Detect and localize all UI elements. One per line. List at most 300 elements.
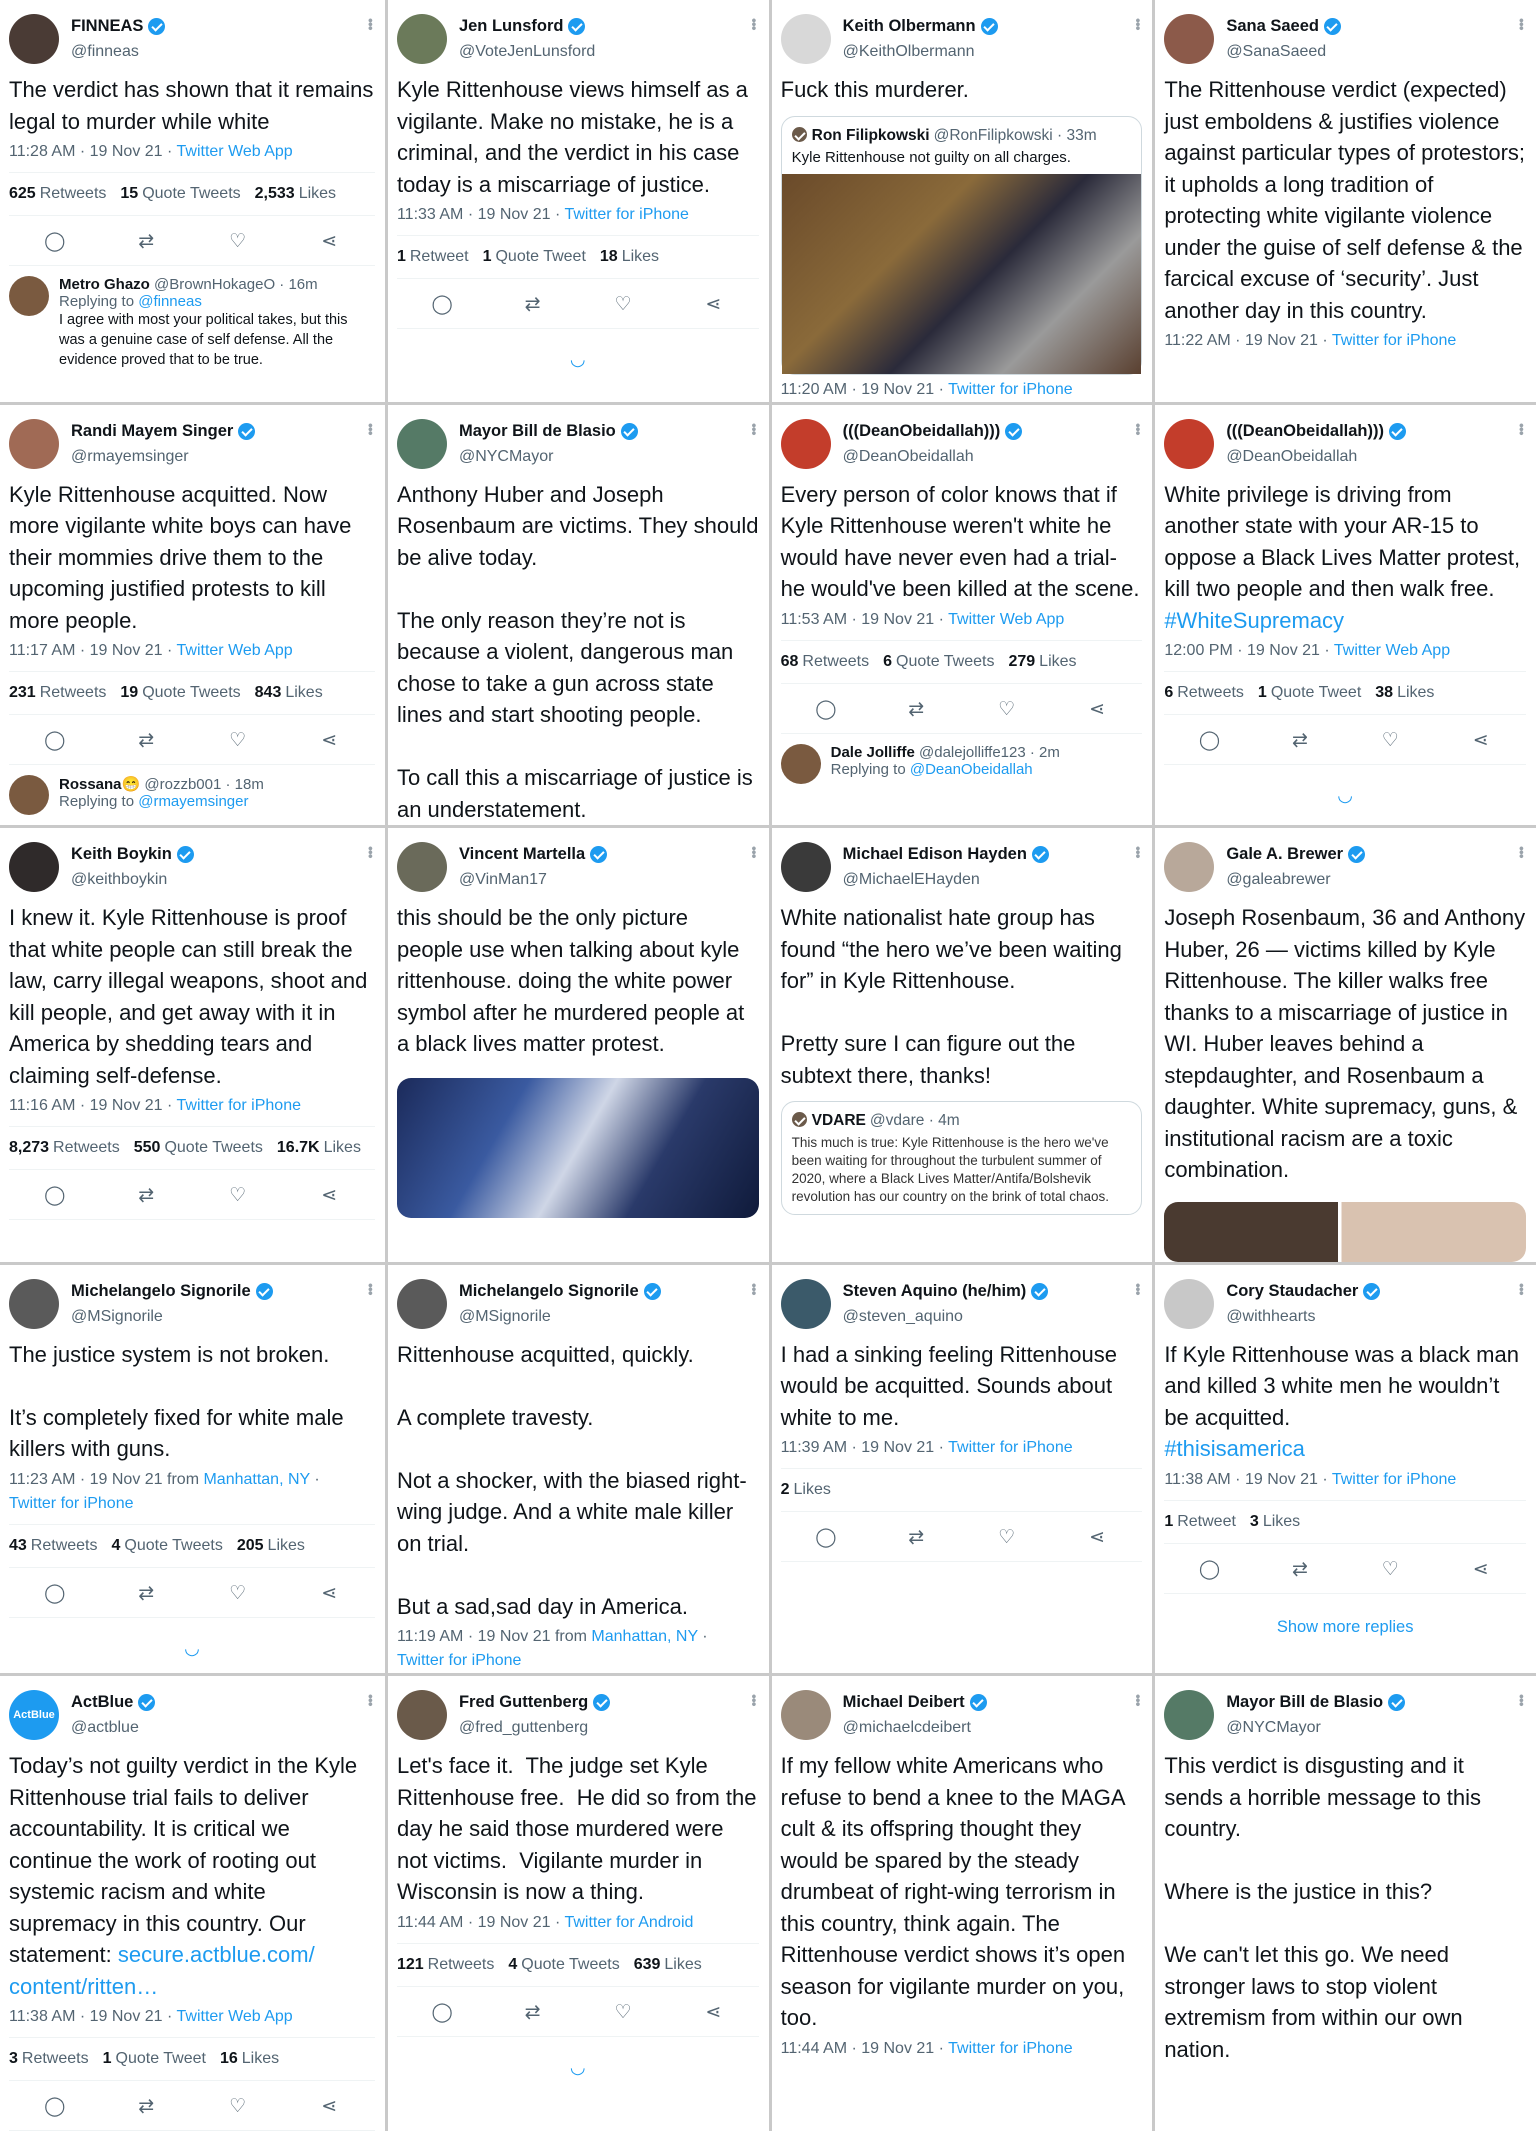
quote-count[interactable]: 550 Quote Tweets (133, 1139, 263, 1156)
handle[interactable]: @NYCMayor (458, 447, 554, 465)
avatar[interactable] (9, 1690, 59, 1740)
reply-icon[interactable]: ◯ (1198, 730, 1221, 751)
retweet-count[interactable]: 121 Retweets (396, 1955, 495, 1973)
share-icon[interactable]: ⋖ (705, 2001, 722, 2023)
time: 11:19 AM · 19 Nov 21 from (396, 1628, 592, 1645)
source-link[interactable]: Twitter for iPhone (1331, 1470, 1457, 1488)
verified-badge-icon (1389, 423, 1406, 440)
like-count[interactable]: 18 Likes (599, 248, 660, 265)
quote-count[interactable]: 15 Quote Tweets (120, 185, 241, 202)
display-name-row[interactable] (1226, 419, 1406, 444)
display-name: Michelangelo Signorile (71, 1281, 251, 1300)
like-count[interactable]: 843 Likes (254, 684, 323, 701)
like-count[interactable]: 38 Likes (1375, 684, 1435, 701)
reply-avatar[interactable] (9, 276, 49, 316)
reply-icon[interactable]: ◯ (44, 231, 66, 252)
statement-link[interactable]: secure.actblue.com/ content/ritten… (9, 1942, 315, 1999)
tweet-card (772, 1265, 1153, 1674)
source-link[interactable]: Twitter for Android (564, 1913, 694, 1931)
hashtag-link[interactable]: #WhiteSupremacy (1164, 607, 1345, 633)
reply-icon[interactable]: ◯ (44, 2096, 66, 2117)
verified-badge-icon (621, 423, 638, 440)
tweet-timestamp (1164, 639, 1526, 663)
tweet-body: The justice system is not broken. It’s completely fixed for white male killers with guns. (9, 1341, 344, 1461)
handle[interactable]: @rmayemsinger (71, 447, 189, 465)
quoted-tweet[interactable] (781, 116, 1143, 375)
display-name-row[interactable] (459, 842, 607, 867)
like-count[interactable]: 2 Likes (780, 1481, 831, 1498)
display-name: Keith Boykin (71, 845, 172, 863)
time: 11:38 AM · 19 Nov 21 · (1164, 1470, 1332, 1488)
avatar[interactable] (397, 1279, 447, 1329)
engagement-stats (397, 235, 759, 279)
retweet-count[interactable]: 43 Retweets (9, 1536, 98, 1554)
share-icon[interactable]: ⋖ (321, 2096, 338, 2117)
tweet-text (781, 74, 1143, 106)
share-icon[interactable]: ⋖ (1089, 1527, 1106, 1548)
tweet-body: Today’s not guilty verdict in the Kyle Rittenhouse trial fails to deliver accountability. It is critical we continue the work of rooting out systemic racism and white supremacy in this country. Our statement: (9, 1753, 364, 1967)
tweet-text (397, 479, 759, 826)
more-options-icon[interactable]: ••• (746, 1282, 763, 1295)
avatar[interactable] (397, 419, 447, 469)
tweet-text (9, 1339, 375, 1465)
quote-count[interactable]: 4 Quote Tweets (111, 1536, 223, 1554)
more-options-icon[interactable]: ••• (362, 1694, 379, 1706)
like-count[interactable]: 639 Likes (633, 1955, 702, 1973)
verified-badge-icon (1363, 1283, 1380, 1300)
handle[interactable]: @MSignorile (71, 1307, 163, 1325)
time: 11:39 AM · 19 Nov 21 · (780, 1439, 949, 1456)
more-options-icon[interactable]: ••• (362, 846, 379, 858)
replying-to-link[interactable]: @finneas (138, 293, 202, 310)
tweet-text (781, 1750, 1143, 2034)
time: 12:00 PM · 19 Nov 21 · (1164, 642, 1334, 659)
hashtag-link[interactable]: #thisisamerica (1164, 1436, 1305, 1461)
tweet-text (781, 479, 1143, 605)
quoted-tweet[interactable] (781, 1101, 1143, 1215)
avatar[interactable] (397, 842, 447, 892)
reply-handle: @BrownHokageO · 16m (154, 276, 318, 293)
replying-to: Replying to @DeanObeidallah (830, 760, 1033, 778)
tweet-text (1164, 479, 1526, 637)
reply-icon[interactable]: ◯ (1198, 1558, 1221, 1580)
replying-to-link[interactable]: @rmayemsinger (138, 793, 249, 810)
tweet-card (0, 0, 385, 402)
like-icon[interactable]: ♡ (614, 294, 632, 315)
avatar[interactable] (397, 1690, 447, 1740)
tweet-timestamp (1164, 329, 1526, 353)
tweet-timestamp (9, 2005, 375, 2029)
like-icon[interactable]: ♡ (229, 1185, 247, 1206)
display-name-row[interactable] (71, 1279, 273, 1304)
retweet-count[interactable]: 8,273 Retweets (9, 1139, 120, 1156)
time: 11:33 AM · 19 Nov 21 · (396, 206, 565, 223)
avatar[interactable] (9, 419, 59, 469)
display-name-row[interactable] (843, 842, 1049, 867)
retweet-count[interactable]: 625 Retweets (9, 185, 107, 202)
more-options-icon[interactable]: ••• (746, 422, 763, 435)
more-options-icon[interactable]: ••• (362, 18, 379, 30)
avatar[interactable] (1164, 14, 1214, 64)
more-options-icon[interactable]: ••• (1130, 846, 1147, 858)
handle[interactable]: @keithboykin (71, 871, 168, 888)
more-options-icon[interactable]: ••• (746, 18, 763, 30)
handle[interactable]: @actblue (71, 1719, 139, 1736)
replying-to-link[interactable]: @DeanObeidallah (909, 760, 1033, 778)
display-name: Fred Guttenberg (458, 1693, 589, 1711)
retweet-count[interactable]: 1 Retweet (396, 248, 469, 265)
display-name-row[interactable] (1226, 1690, 1405, 1715)
retweet-icon[interactable]: ⇄ (524, 294, 541, 315)
tweet-card (388, 828, 769, 1262)
tweet-card (1155, 0, 1536, 402)
more-options-icon[interactable]: ••• (362, 422, 379, 435)
verified-badge-icon (981, 18, 998, 35)
tweet-body: The verdict has shown that it remains legal to murder while white (9, 77, 380, 134)
verified-badge-icon (1032, 846, 1049, 863)
engagement-stats (9, 1126, 375, 1170)
more-options-icon[interactable]: ••• (1513, 1694, 1530, 1706)
verified-badge-icon (1005, 423, 1022, 440)
handle[interactable]: @SanaSaeed (1226, 43, 1327, 60)
source-link[interactable]: Twitter for iPhone (9, 1494, 134, 1512)
share-icon[interactable]: ⋖ (1472, 1558, 1489, 1580)
display-name: Keith Olbermann (842, 17, 976, 35)
reply-tweet[interactable] (781, 734, 1143, 784)
like-icon[interactable]: ♡ (229, 2096, 247, 2117)
avatar[interactable] (781, 1690, 831, 1740)
like-icon[interactable]: ♡ (998, 1527, 1016, 1548)
share-icon[interactable]: ⋖ (321, 1582, 338, 1604)
display-name-row[interactable] (843, 419, 1023, 444)
time: 11:44 AM · 19 Nov 21 · (780, 2039, 949, 2057)
retweet-icon[interactable]: ⇄ (138, 2096, 155, 2117)
quote-name: Ron Filipkowski (811, 126, 930, 144)
retweet-icon[interactable]: ⇄ (1291, 730, 1308, 751)
action-bar (9, 216, 375, 266)
source-link[interactable]: Twitter Web App (948, 610, 1065, 628)
quote-text: This much is true: Kyle Rittenhouse is the hero we've been waiting for throughout the turbulent summer of 2020, where a Black Lives Matter/Antifa/Bolshevik revolution has our country on the brink of total chaos. (791, 1135, 1110, 1204)
more-options-icon[interactable]: ••• (1130, 1694, 1147, 1706)
tweet-card (388, 1676, 769, 2131)
reply-name: Rossana😁 (59, 776, 141, 793)
handle[interactable]: @withhearts (1226, 1307, 1316, 1325)
like-icon[interactable]: ♡ (229, 1582, 247, 1604)
reply-name: Dale Jolliffe (830, 743, 915, 761)
handle[interactable]: @DeanObeidallah (1226, 447, 1358, 465)
more-options-icon[interactable]: ••• (1513, 846, 1530, 858)
tweet-text (1164, 74, 1532, 326)
quote-avatar (792, 1112, 807, 1127)
quote-count[interactable]: 19 Quote Tweets (120, 684, 241, 701)
display-name-row[interactable] (1226, 14, 1341, 39)
tweet-text (396, 1750, 763, 1908)
handle[interactable]: @VoteJenLunsford (458, 43, 596, 60)
verified-badge-icon (148, 18, 165, 35)
handle[interactable]: @VinMan17 (458, 871, 547, 888)
verified-badge-icon (590, 846, 607, 863)
tweet-body: this should be the only picture people use when talking about kyle rittenhouse. doing the white power symbol after he murdered people at a black lives matter protest. (396, 905, 751, 1056)
share-icon[interactable]: ⋖ (321, 231, 338, 252)
retweet-count[interactable]: 1 Retweet (1164, 1512, 1236, 1530)
tweet-timestamp (397, 203, 759, 227)
share-icon[interactable]: ⋖ (705, 294, 722, 315)
display-name-row[interactable] (459, 1690, 610, 1715)
handle[interactable]: @KeithOlbermann (842, 43, 975, 60)
retweet-icon[interactable]: ⇄ (138, 1582, 155, 1604)
display-name-row[interactable] (71, 842, 194, 867)
like-count[interactable]: 279 Likes (1008, 652, 1077, 670)
tweet-timestamp (781, 608, 1143, 632)
handle[interactable]: @steven_aquino (842, 1307, 963, 1325)
more-options-icon[interactable]: ••• (1130, 18, 1147, 30)
tweet-body: If Kyle Rittenhouse was a black man and killed 3 white men he wouldn’t be acquitted. (1164, 1341, 1519, 1430)
handle[interactable]: @MSignorile (458, 1307, 551, 1325)
quote-count[interactable]: 4 Quote Tweets (508, 1955, 620, 1973)
retweet-count[interactable]: 231 Retweets (9, 684, 107, 701)
source-link[interactable]: Twitter for iPhone (176, 1097, 301, 1114)
tweet-body: Kyle Rittenhouse acquitted. Now more vigilante white boys can have their mommies drive them to the upcoming justified protests to kill more people. (9, 481, 358, 633)
loading-spinner-icon: ◡ (184, 1637, 200, 1658)
retweet-icon[interactable]: ⇄ (138, 1185, 155, 1206)
like-icon[interactable]: ♡ (614, 2001, 632, 2023)
tweet-timestamp (1164, 1468, 1526, 1492)
show-more-replies-link[interactable]: Show more replies (1276, 1617, 1414, 1636)
source-link[interactable]: Twitter for iPhone (948, 1439, 1073, 1456)
display-name-row[interactable] (71, 1690, 155, 1715)
tweet-body: Every person of color knows that if Kyle Rittenhouse weren't white he would have never even had a trial- he would've been killed at the scene. (780, 481, 1140, 601)
reply-handle: @dalejolliffe123 · 2m (919, 743, 1060, 761)
display-name-row[interactable] (459, 1279, 661, 1304)
display-name: Mayor Bill de Blasio (1226, 1693, 1384, 1711)
tweet-text (781, 1339, 1143, 1434)
retweet-count[interactable]: 6 Retweets (1164, 684, 1244, 701)
action-bar (9, 715, 375, 765)
like-icon[interactable]: ♡ (229, 231, 247, 252)
avatar[interactable] (781, 14, 831, 64)
verified-badge-icon (1031, 1283, 1048, 1300)
verified-badge-icon (1388, 1694, 1405, 1711)
retweet-count[interactable]: 68 Retweets (780, 652, 870, 670)
time: 11:28 AM · 19 Nov 21 · (9, 143, 177, 160)
retweet-icon[interactable]: ⇄ (138, 231, 155, 252)
retweet-icon[interactable]: ⇄ (1291, 1558, 1308, 1580)
avatar[interactable] (9, 1279, 59, 1329)
reply-tweet[interactable] (9, 765, 375, 815)
tweet-text (397, 74, 759, 200)
display-name-row[interactable] (1226, 842, 1365, 867)
quote-handle: @RonFilipkowski · 33m (933, 126, 1097, 144)
tweet-photo[interactable] (397, 1078, 759, 1218)
tweet-card (772, 405, 1153, 826)
source-link[interactable]: Twitter Web App (1333, 642, 1451, 659)
tweet-body: Fuck this murderer. (780, 77, 969, 102)
engagement-stats (9, 1524, 375, 1568)
display-name-row[interactable] (459, 419, 638, 444)
verified-badge-icon (1324, 18, 1341, 35)
handle[interactable]: @fred_guttenberg (458, 1719, 589, 1736)
handle[interactable]: @NYCMayor (1226, 1719, 1321, 1736)
handle[interactable]: @michaelcdeibert (842, 1719, 971, 1736)
display-name-row[interactable] (1226, 1279, 1380, 1304)
more-options-icon[interactable]: ••• (1513, 1282, 1530, 1295)
avatar[interactable] (9, 14, 59, 64)
share-icon[interactable]: ⋖ (321, 1185, 338, 1206)
display-name: Sana Saeed (1226, 17, 1319, 35)
avatar[interactable] (781, 842, 831, 892)
reply-icon[interactable]: ◯ (44, 730, 66, 751)
tweet-text (9, 479, 375, 637)
avatar[interactable] (1164, 842, 1214, 892)
quote-count[interactable]: 6 Quote Tweets (883, 652, 995, 670)
more-options-icon[interactable]: ••• (1130, 422, 1147, 435)
display-name-row[interactable] (71, 14, 165, 39)
tweet-body: Anthony Huber and Joseph Rosenbaum are victims. They should be alive today. The only reason they’re not is because a violent, dangerous man chose to take a gun across state lines and start shooting people. To call this a miscarriage of justice is an understatement. (396, 481, 759, 822)
tweet-body: White nationalist hate group has found “the hero we’ve been waiting for” in Kyle Rittenhouse. Pretty sure I can figure out the subtext there, thanks! (780, 905, 1122, 1088)
more-options-icon[interactable]: ••• (1513, 422, 1530, 435)
handle[interactable]: @galeabrewer (1226, 871, 1331, 888)
like-count[interactable]: 2,533 Likes (254, 185, 337, 202)
more-options-icon[interactable]: ••• (746, 1694, 763, 1706)
more-options-icon[interactable]: ••• (362, 1282, 379, 1295)
engagement-stats (9, 172, 375, 216)
replying-to: Replying to @finneas (59, 293, 202, 310)
like-count[interactable]: 16.7K Likes (276, 1139, 361, 1156)
like-icon[interactable]: ♡ (998, 698, 1016, 720)
display-name: Steven Aquino (he/him) (842, 1281, 1027, 1300)
tweet-timestamp (781, 2037, 1143, 2061)
avatar[interactable] (1164, 419, 1214, 469)
display-name: Mayor Bill de Blasio (458, 421, 616, 440)
like-icon[interactable]: ♡ (1381, 730, 1399, 751)
location-link[interactable]: Manhattan, NY (591, 1628, 698, 1645)
display-name-row[interactable] (459, 14, 595, 39)
verified-badge-icon (1348, 846, 1365, 863)
quote-handle: @vdare · 4m (869, 1112, 960, 1129)
handle[interactable]: @DeanObeidallah (842, 447, 974, 465)
tweet-body: The Rittenhouse verdict (expected) just emboldens & justifies violence against particular types of protestors; it upholds a long tradition of protecting white vigilante violence under the guise of self defense & the farcical excuse of ‘security’. Just another day in this country. (1164, 77, 1532, 323)
courtroom-video-thumbnail[interactable] (782, 174, 1142, 374)
tweet-timestamp (9, 1094, 375, 1118)
tweet-card (388, 1265, 769, 1674)
reply-avatar[interactable] (781, 744, 821, 784)
retweet-count[interactable]: 3 Retweets (9, 2050, 89, 2067)
location-link[interactable]: Manhattan, NY (203, 1470, 310, 1488)
retweet-icon[interactable]: ⇄ (908, 698, 925, 720)
avatar[interactable] (9, 842, 59, 892)
engagement-stats (781, 640, 1143, 684)
source-link[interactable]: Twitter for iPhone (948, 380, 1073, 398)
avatar[interactable] (1164, 1690, 1214, 1740)
source-link[interactable]: Twitter Web App (176, 2008, 293, 2025)
display-name: Randi Mayem Singer (71, 421, 234, 440)
tweet-text (781, 902, 1143, 1091)
display-name-row[interactable] (71, 419, 255, 444)
reply-avatar[interactable] (9, 775, 49, 815)
more-options-icon[interactable]: ••• (1513, 18, 1530, 30)
display-name-row[interactable] (843, 1690, 987, 1715)
reply-handle: @rozzb001 · 18m (144, 776, 264, 793)
tweet-card (772, 1676, 1153, 2131)
quote-count[interactable]: 1 Quote Tweet (482, 248, 586, 265)
source-link[interactable]: Twitter for iPhone (564, 206, 689, 223)
verified-badge-icon (644, 1283, 661, 1300)
display-name: Vincent Martella (458, 845, 586, 863)
tweet-photo[interactable] (1164, 1202, 1526, 1262)
like-icon[interactable]: ♡ (229, 730, 247, 751)
source-link[interactable]: Twitter for iPhone (1331, 332, 1457, 349)
display-name: Michael Edison Hayden (842, 845, 1027, 863)
reply-icon[interactable]: ◯ (815, 698, 837, 720)
display-name-row[interactable] (843, 14, 998, 39)
quote-count[interactable]: 1 Quote Tweet (102, 2050, 206, 2067)
tweet-text (9, 1750, 375, 2002)
avatar[interactable] (397, 14, 447, 64)
reply-icon[interactable]: ◯ (815, 1527, 837, 1548)
separator: · (309, 1470, 320, 1488)
source-link[interactable]: Twitter Web App (176, 143, 293, 160)
handle[interactable]: @MichaelEHayden (842, 871, 980, 888)
display-name-row[interactable] (843, 1279, 1049, 1304)
reply-text: I agree with most your political takes, but this was a genuine case of self defense. All the evidence proved that to be true. (59, 312, 348, 368)
source-link[interactable]: Twitter for iPhone (396, 1652, 522, 1669)
verified-badge-icon (970, 1694, 987, 1711)
like-count[interactable]: 205 Likes (236, 1536, 305, 1554)
tweet-card (0, 1265, 385, 1674)
display-name: (((DeanObeidallah))) (842, 421, 1001, 440)
actblue-logo-text: ActBlue (13, 1709, 55, 1721)
time: 11:23 AM · 19 Nov 21 from (9, 1470, 204, 1488)
avatar[interactable] (781, 419, 831, 469)
reply-icon[interactable]: ◯ (431, 2001, 453, 2023)
tweet-timestamp (9, 140, 375, 164)
display-name: FINNEAS (71, 17, 144, 35)
more-options-icon[interactable]: ••• (1130, 1282, 1147, 1295)
share-icon[interactable]: ⋖ (1089, 698, 1106, 720)
like-count[interactable]: 3 Likes (1249, 1512, 1301, 1530)
engagement-stats (1164, 671, 1526, 715)
reply-icon[interactable]: ◯ (44, 1185, 66, 1206)
source-link[interactable]: Twitter Web App (176, 642, 293, 659)
like-count[interactable]: 16 Likes (219, 2050, 280, 2067)
handle[interactable]: @finneas (71, 43, 139, 60)
reply-icon[interactable]: ◯ (431, 294, 453, 315)
tweet-card (388, 0, 769, 402)
source-link[interactable]: Twitter for iPhone (948, 2039, 1073, 2057)
verified-badge-icon (138, 1694, 155, 1711)
display-name: Jen Lunsford (458, 17, 564, 35)
avatar[interactable] (1164, 1279, 1214, 1329)
reply-tweet[interactable] (9, 266, 375, 370)
like-icon[interactable]: ♡ (1381, 1558, 1399, 1580)
tweet-body: Joseph Rosenbaum, 36 and Anthony Huber, 26 — victims killed by Kyle Rittenhouse. The killer walks free thanks to a miscarriage of justice in WI. Huber leaves behind a stepdaughter, and Rosenbaum a daughter. White supremacy, guns, & institutional racism are a toxic combination. (1164, 905, 1532, 1182)
loading-spinner-icon: ◡ (569, 349, 586, 369)
retweet-icon[interactable]: ⇄ (908, 1527, 925, 1548)
more-options-icon[interactable]: ••• (746, 846, 763, 858)
time: 11:38 AM · 19 Nov 21 · (9, 2008, 177, 2025)
share-icon[interactable]: ⋖ (321, 730, 338, 751)
retweet-icon[interactable]: ⇄ (138, 730, 155, 751)
action-bar (781, 684, 1143, 734)
reply-icon[interactable]: ◯ (44, 1582, 66, 1604)
share-icon[interactable]: ⋖ (1472, 730, 1489, 751)
action-bar (397, 1987, 759, 2037)
avatar[interactable] (781, 1279, 831, 1329)
quote-count[interactable]: 1 Quote Tweet (1257, 684, 1362, 701)
retweet-icon[interactable]: ⇄ (524, 2001, 541, 2023)
separator: · (697, 1628, 708, 1645)
display-name: Gale A. Brewer (1226, 845, 1344, 863)
